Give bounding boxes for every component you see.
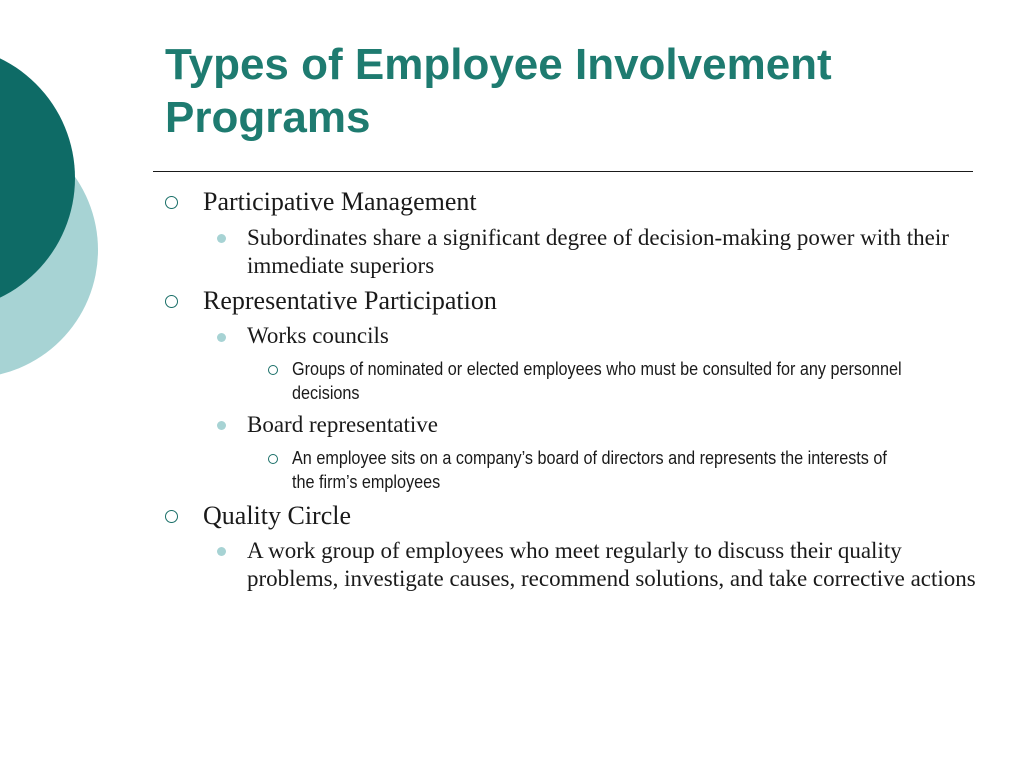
list-item-level1: Quality Circle <box>203 501 352 530</box>
hollow-circle-bullet-icon <box>268 365 278 375</box>
title-line-2: Programs <box>165 93 371 142</box>
filled-dot-bullet-icon <box>217 421 226 430</box>
list-item-level3: Groups of nominated or elected employees who must be consulted for any personnel decisions <box>292 359 902 403</box>
hollow-circle-bullet-icon <box>165 196 178 209</box>
list-item-level2: Works councils <box>247 323 389 348</box>
hollow-circle-bullet-icon <box>165 510 178 523</box>
list-item-level2: A work group of employees who meet regularly to discuss their quality problems, investigate causes, recommend solutions, and take corrective actions <box>247 538 976 591</box>
filled-dot-bullet-icon <box>217 234 226 243</box>
hollow-circle-bullet-icon <box>268 454 278 464</box>
list-item-level2: Subordinates share a significant degree of decision-making power with their immediate superiors <box>247 225 949 278</box>
hollow-circle-bullet-icon <box>165 295 178 308</box>
list-item-level2: Board representative <box>247 412 438 437</box>
list-item-level3: An employee sits on a company’s board of directors and represents the interests of the firm’s employees <box>292 448 887 492</box>
list-item-level1: Participative Management <box>203 187 477 216</box>
title-line-1: Types of Employee Involvement <box>165 40 832 89</box>
list-item-level1: Representative Participation <box>203 286 497 315</box>
filled-dot-bullet-icon <box>217 333 226 342</box>
filled-dot-bullet-icon <box>217 547 226 556</box>
